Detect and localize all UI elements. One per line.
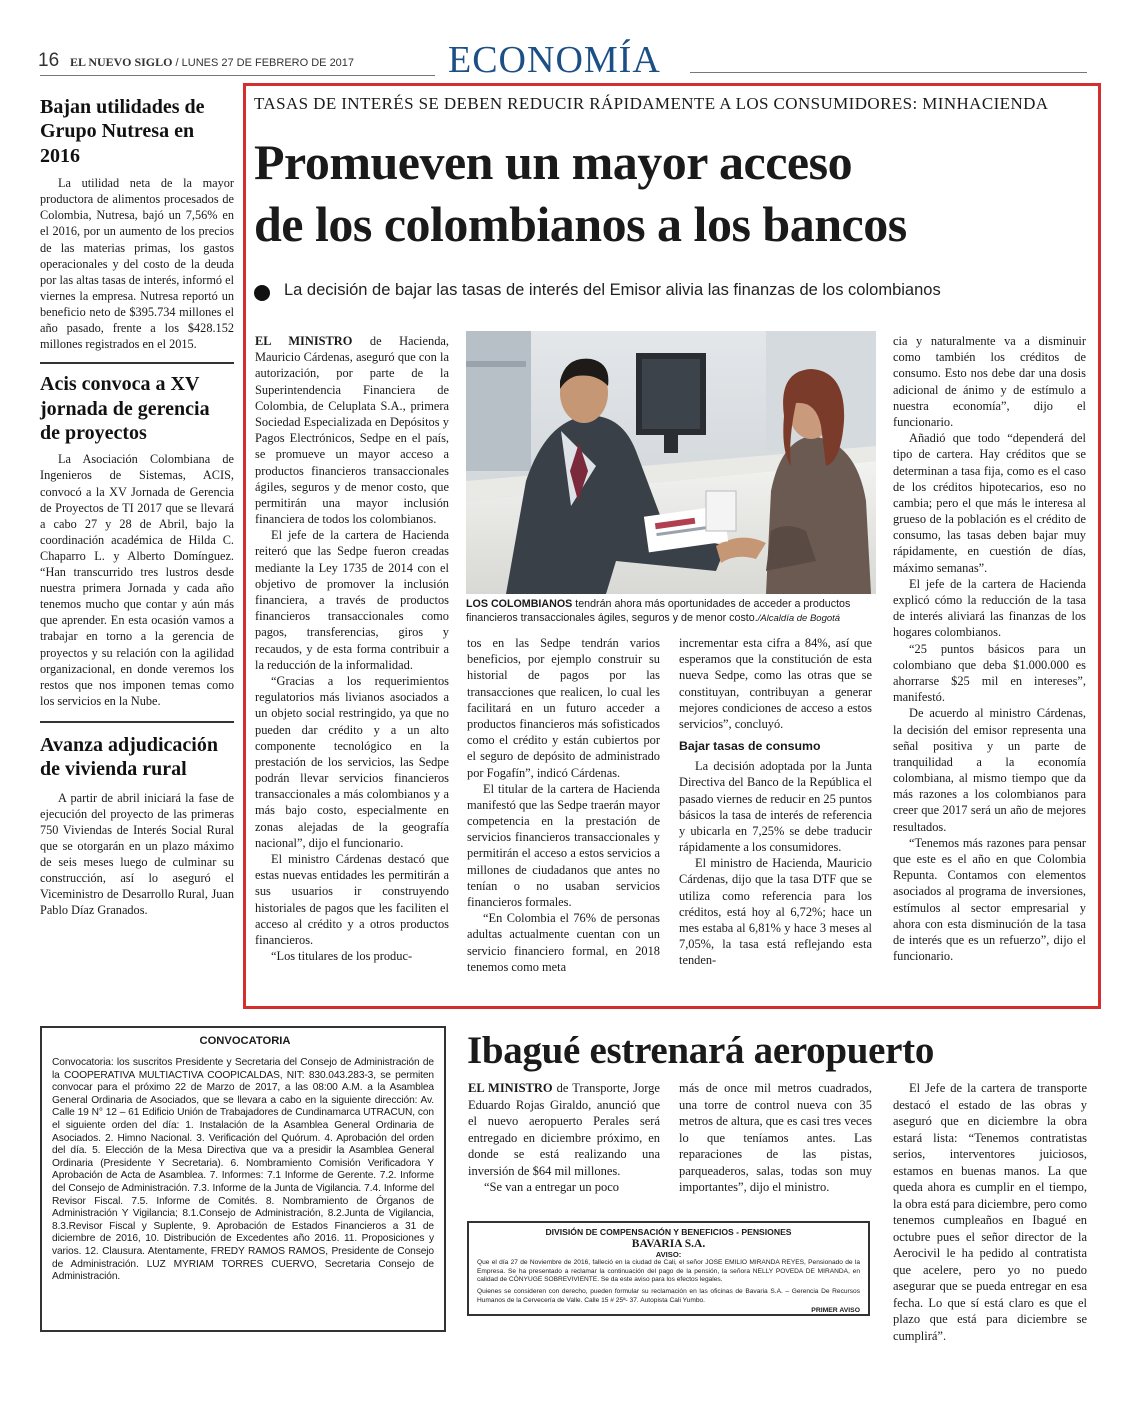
brief-divider (40, 721, 234, 723)
paragraph: incrementar esta cifra a 84%, así que esperamos que la constitución de esta nueva Sedpe, como las otras que se constituyan, contribuyan a generar mejores condiciones de acceso a estos servicios”, concluyó. (679, 636, 872, 731)
second-article-headline: Ibagué estrenará aeropuerto (467, 1029, 935, 1072)
paper-name: EL NUEVO SIGLO (70, 55, 173, 69)
page-number: 16 (38, 50, 60, 71)
article-kicker: TASAS DE INTERÉS SE DEBEN REDUCIR RÁPIDAMENTE A LOS CONSUMIDORES: MINHACIENDA (254, 94, 1049, 113)
brief-acis (40, 372, 234, 709)
paragraph: EL MINISTRO de Transporte, Jorge Eduardo Rojas Giraldo, anunció que el nuevo aeropuerto Perales será entregado en diciembre próximo, en donde se está realizando una inversión de $64 mil millones. (468, 1081, 660, 1178)
sidebar (40, 95, 234, 918)
convocatoria-title: CONVOCATORIA (199, 1035, 291, 1047)
brief-title: Bajan utilidades de Grupo Nutresa en 2016 (40, 96, 205, 167)
brief-divider (40, 362, 234, 364)
headline-line-2: de los colombianos a los bancos (254, 196, 907, 252)
article-photo (466, 331, 876, 594)
photo-credit: /Alcaldía de Bogotá (757, 613, 841, 625)
paragraph: El ministro Cárdenas destacó que estas nuevas entidades les permitirán a sus usuarios ir construyendo historiales de pagos que les faciliten el acceso al crédito y a otros productos financieros. (255, 852, 449, 947)
paragraph: cia y naturalmente va a disminuir como también los créditos de consumo. Esto nos debe dar una dosis adicional de ánimo y de estímulo a nuestra economía”, dijo el funcionario. (893, 334, 1086, 429)
date-line: / LUNES 27 DE FEBRERO DE 2017 (172, 57, 355, 69)
paragraph: “En Colombia el 76% de personas adultas actualmente cuentan con un servicio financiero formal, en 2018 tenemos como meta (467, 911, 660, 974)
paragraph: El titular de la cartera de Hacienda manifestó que las Sedpe traerán mayor competencia en la prestación de servicios financieros transaccionales y permitirán el acceso a estos servicios a millones de ciudadanos que antes no tenían o no usaban servicios financieros formales. (467, 781, 660, 909)
notice-body: Que el día 27 de Noviembre de 2016, falleció en la ciudad de Cali, el señor JOSE EMILIO MIRANDA REYES, Pensionado de la Empresa. Se ha presentado a reclamar la continuación del pago de la pensión, la señora NELLY POVEDA DE MIRANDA, en calidad de CÓNYUGE SOBREVIVIENTE. Se da este aviso para los efectos legales. (477, 1259, 860, 1284)
notice-label: AVISO: (655, 1250, 682, 1259)
brief-body: La utilidad neta de la mayor productora de alimentos procesados de Colombia, Nutresa, bajó un 7,56% en el 2016, por un aumento de los precios de las materias primas, los gastos operacionales y del costo de la deuda por las altas tasas de interés, informó el viernes la empresa. Nutresa reportó un beneficio neto de $395.734 millones el año pasado, frente a los $428.152 millones registrados en el 2015. (40, 176, 234, 352)
bullet-icon (254, 285, 270, 301)
notice-company: BAVARIA S.A. (631, 1238, 706, 1250)
header-rule-left (40, 75, 435, 76)
convocatoria-notice (40, 1026, 446, 1332)
paragraph: “Tenemos más razones para pensar que este es el año en que Colombia Repunta. Contamos con elementos asociados al programa de inversiones, estímulos al sector empresarial y ahora con esta disminución de la tasa de interés que es un refuerzo”, dijo el funcionario. (893, 835, 1086, 964)
lead-in: EL MINISTRO (255, 334, 353, 348)
paragraph: tos en las Sedpe tendrán varios beneficios, por ejemplo construir su historial de pagos por las transacciones que realicen, lo cual les facilitará en un futuro acceder a productos financieros más sofisticados como el crédito y están cubiertos por el seguro de depósito de administrado por Fogafín”, indicó Cárdenas. (467, 636, 660, 780)
paragraph: “25 puntos básicos para un colombiano que deba $1.000.000 es ahorrarse $25 mil en intereses”, manifestó. (893, 641, 1086, 705)
paragraph: EL MINISTRO de Hacienda, Mauricio Cárdenas, aseguró que con la autorización, por parte de la Superintendencia Financiera de Colombia, de Celuplata S.A., primera Sociedad Especializada en Depósitos y Pagos Electrónicos, Sedpe en el país, se promueve un mayor acceso a productos financieros transaccionales ágiles, seguros y de menor costo, que permitirán una mayor inclusión financiera de todos los colombianos. (255, 334, 449, 527)
second-article-column-2 (679, 1080, 872, 1196)
article-column-2 (467, 635, 660, 975)
second-article-column-3 (893, 1080, 1087, 1344)
article-subhead: La decisión de bajar las tasas de interés del Emisor alivia las finanzas de los colombianos (284, 281, 941, 299)
header-rule-right (690, 72, 1087, 73)
paragraph: Añadió que todo “dependerá del tipo de cartera. Hay créditos que se determinan a tasa fija, como es el caso de los créditos hipotecarios, eso no cambia; pero el que más le interesa al grueso de la población es el crédito de consumo, las tasas deben bajar muy rápidamente, en cuestión de días, máximo semanas”. (893, 431, 1086, 575)
notice-body-claims: Quienes se consideren con derecho, pueden formular su reclamación en las oficinas de Bavaria S.A. – Gerencia De Recursos Humanos de la Cervecería de Valle. Calle 15 # 25ª- 37. Autopista Cali Yumbo. (477, 1288, 860, 1304)
masthead-line (70, 55, 354, 70)
notice-first: PRIMER AVISO (811, 1306, 860, 1314)
brief-title: Avanza adjudicación de vivienda rural (40, 733, 218, 781)
brief-body: La Asociación Colombiana de Ingenieros de Sistemas, ACIS, convocó a la XV Jornada de Gerencia de Proyectos de TI 2017 que se llevará a cabo 27 y 28 de Abril, bajo la coordinación académica de Hilda C. Chaparro L. y Alberto Domínguez. “Han transcurrido tres lustros desde nuestra primera Jornada y cada año tenemos mucho que contar y aún más que aprender. En esta ocasión vamos a trabajar en torno a la gerencia de proyectos y su relación con la agilidad organizacional, en donde veremos los restos que nos imponen temas como los servicios en la Nube. (40, 452, 234, 708)
lead-in: EL MINISTRO (468, 1081, 553, 1095)
section-title: ECONOMÍA (448, 39, 661, 81)
brief-vivienda (40, 733, 234, 919)
article-column-3 (679, 635, 872, 969)
brief-body: A partir de abril iniciará la fase de ejecución del proyecto de las primeras 750 Viviendas de Interés Social Rural que se otorgarán en un plazo máximo de seis meses luego de culminar su construcción, así lo aseguró el Viceministro de Desarrollo Rural, Juan Pablo Díaz Granados. (40, 790, 234, 918)
bavaria-notice (467, 1221, 870, 1316)
article-column-1 (255, 333, 449, 964)
headline-line-1: Promueven un mayor acceso (254, 134, 853, 190)
caption-label: LOS COLOMBIANOS (466, 598, 573, 610)
second-article-column-1 (468, 1080, 660, 1196)
notice-division: DIVISIÓN DE COMPENSACIÓN Y BENEFICIOS - PENSIONES (545, 1227, 792, 1237)
convocatoria-text: Convocatoria: los suscritos Presidente y Secretaria del Consejo de Administración de la COOPERATIVA MULTIACTIVA COOPICALDAS, NIT: 830.043.283-3, se permiten convocar para el próximo 22 de Marzo de 2017, a las 08:00 A.M. a la Asamblea General Ordinaria de Asociados, que se llevara a cabo en la siguiente dirección: Av. Calle 19 N° 12 – 61 Edificio Unión de Trabajadores de Cundinamarca UTRACUN, con el siguiente orden del día: 1. Instalación de la Asamblea General Ordinaria de Asociados. 2. Himno Nacional. 3. Verificación del Quórum. 4. Aprobación del orden del día. 5. Elección de la Mesa Directiva que va a presidir la Asamblea General Ordinaria (Presidente Y Secretaria). 6. Nombramiento Comisión Verificadora Y Aprobación de Acta de Asamblea. 7. Informes: 7.1 Informe de Gerente. 7.2. Informe del Consejo de Administración. 7.3. Informe de la Junta de Vigilancia. 7.4. Informe del Revisor Fiscal. 7.5. Informe de Comités. 8. Nombramiento de Órganos de Administración Y Vigilancia; 8.1.Consejo de Administración, 8.2.Junta de Vigilancia, 8.3.Revisor Fiscal y Suplente, 9. Aprobación de Estados Financieros a 31 de diciembre de 2016, 10. Distribución de Excedentes año 2016. 11. Proposiciones y varios. 12. Clausura. Atentamente, FREDY RAMOS RAMOS, Presidente de Consejo de Administración. LUZ MYRIAM TORRES CUERVO, Secretaria Consejo de Administración. (52, 1057, 434, 1283)
brief-title: Acis convoca a XV jornada de gerencia de proyectos (40, 373, 210, 444)
paragraph: El ministro de Hacienda, Mauricio Cárdenas, dijo que la tasa DTF que se utiliza como referencia para los créditos, está hoy al 6,72%; hace un mes estaba al 6,81% y hace 3 meses al 7,05%, la tasa está reflejando esta tenden- (679, 856, 872, 968)
paragraph: La decisión adoptada por la Junta Directiva del Banco de la República el pasado viernes de reducir en 25 puntos básicos la tasa de interés de referencia y ubicarla en 7,25% se debe traducir rápidamente a los consumidores. (679, 759, 872, 855)
paragraph: “Gracias a los requerimientos regulatorios más livianos asociados a un objeto social restringido, ya que no pueden dar crédito y a un alto componente tecnológico en la prestación de los servicios, las Sedpe podrán llevar servicios financieros transaccionales a más colombianos y a más bajo costo, especialmente en zonas alejadas de la geografía nacional”, dijo el funcionario. (255, 673, 449, 850)
paragraph: El jefe de la cartera de Hacienda explicó cómo la reducción de la tasa de interés aliviará las finanzas de los hogares colombianos. (893, 576, 1086, 640)
paragraph: “Los titulares de los produc- (271, 949, 413, 964)
photo-caption (466, 597, 876, 626)
brief-nutresa (40, 95, 234, 352)
paragraph: “Se van a entregar un poco (484, 1180, 620, 1194)
caption-text: tendrán ahora más oportunidades de acceder a productos financieros transaccionales ágiles, seguros y de menor costo. (466, 598, 851, 625)
paragraph: De acuerdo al ministro Cárdenas, la decisión del emisor representa una señal positiva y un parte de tranquilidad a la economía colombiana, al mismo tiempo que da más razones a los colombianos para creer que 2017 será un año de mejores resultados. (893, 706, 1086, 834)
article-headline (254, 131, 1094, 255)
subheading: Bajar tasas de consumo (679, 739, 821, 754)
office-scene-image (466, 331, 876, 594)
article-column-4 (893, 333, 1086, 964)
paragraph: El jefe de la cartera de Hacienda reiteró que las Sedpe fueron creadas mediante la Ley 1735 de 2014 con el objetivo de promover la inclusión financiera, a través de productos financieros transaccionales como pagos, transferencias, giros y recaudos, y de esta forma contribuir a la reducción de la informalidad. (255, 528, 449, 672)
paragraph: más de once mil metros cuadrados, una torre de control nueva con 35 metros de altura, que es casi tres veces lo que teníamos antes. Las reparaciones de las pistas, parqueaderos, salas, todas son muy importantes”, dijo el ministro. (679, 1081, 872, 1194)
paragraph: El Jefe de la cartera de transporte destacó el estado de las obras y aseguró que en diciembre la obra estará lista: “Tenemos contratistas serios, interventores juiciosos, estamos en buenas manos. La que queda ahora es cumplir en el tiempo, la obra está para diciembre, pero como tenemos cumpleaños en Ibagué en octubre pues el señor director de la Aerocivil le ha pedido al contratista que acelere, pero yo no puedo asegurar que se pueda entregar en esa fecha. Lo que sí está claro es que el plazo que está para diciembre se cumplirá”. (893, 1081, 1088, 1343)
